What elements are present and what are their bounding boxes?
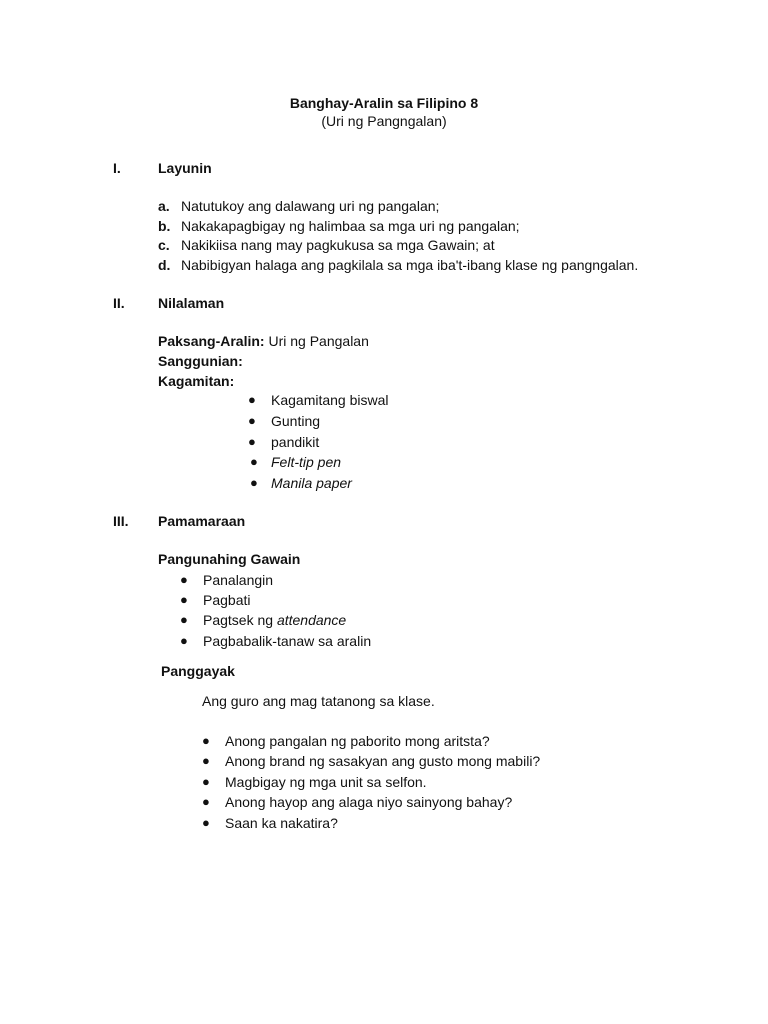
gawain-item-text: Pagtsek ng [203, 612, 277, 628]
section-2-numeral: II. [113, 295, 125, 311]
attendance-word: attendance [276, 612, 347, 628]
section-3-heading: Pamamaraan [158, 513, 246, 529]
paksang-aralin-label: Paksang-Aralin: [158, 333, 265, 349]
pangunahing-gawain-heading: Pangunahing Gawain [158, 551, 301, 567]
kagamitan-item: Manila paper [271, 475, 352, 491]
bullet-icon: ● [202, 815, 210, 830]
bullet-icon: ● [202, 774, 210, 789]
kagamitan-item: Felt-tip pen [271, 454, 342, 470]
objective-text: Nabibigyan halaga ang pagkilala sa mga iba't-ibang klase ng pangngalan. [181, 257, 639, 273]
paksang-aralin-line [158, 332, 369, 350]
question-item: Anong hayop ang alaga niyo sainyong bahay? [225, 794, 513, 810]
paksang-aralin-value: Uri ng Pangalan [264, 333, 369, 349]
question-item: Saan ka nakatira? [225, 815, 338, 831]
question-item: Anong brand ng sasakyan ang gusto mong mabili? [225, 753, 541, 769]
objective-text: Nakikiisa nang may pagkukusa sa mga Gawain; at [181, 237, 495, 253]
panggayak-heading: Panggayak [161, 663, 235, 679]
bullet-icon: ● [202, 794, 210, 809]
question-item: Magbigay ng mga unit sa selfon. [225, 774, 427, 790]
kagamitan-item: pandikit [271, 434, 320, 450]
bullet-icon: ● [180, 572, 188, 587]
section-1-numeral: I. [113, 160, 121, 176]
kagamitan-label: Kagamitan: [158, 373, 235, 389]
document-subtitle: (Uri ng Pangngalan) [321, 113, 447, 129]
gawain-item [203, 611, 346, 629]
bullet-icon: ● [248, 434, 256, 449]
gawain-item: Pagbati [203, 592, 251, 608]
question-item: Anong pangalan ng paborito mong aritsta? [225, 733, 490, 749]
sanggunian-label: Sanggunian: [158, 353, 243, 369]
bullet-icon: ● [250, 454, 258, 469]
objective-letter: d. [158, 257, 171, 273]
panggayak-intro: Ang guro ang mag tatanong sa klase. [202, 693, 435, 709]
bullet-icon: ● [180, 633, 188, 648]
bullet-icon: ● [248, 413, 256, 428]
objective-letter: b. [158, 218, 171, 234]
bullet-icon: ● [202, 733, 210, 748]
section-1-heading: Layunin [158, 160, 212, 176]
gawain-item: Panalangin [203, 572, 274, 588]
document-title: Banghay-Aralin sa Filipino 8 [289, 95, 479, 111]
bullet-icon: ● [202, 753, 210, 768]
section-3-numeral: III. [113, 513, 129, 529]
bullet-icon: ● [248, 392, 256, 407]
bullet-icon: ● [250, 475, 258, 490]
objective-letter: c. [158, 237, 170, 253]
kagamitan-item: Kagamitang biswal [271, 392, 389, 408]
objective-text: Natutukoy ang dalawang uri ng pangalan; [181, 198, 440, 214]
kagamitan-item: Gunting [271, 413, 321, 429]
gawain-item: Pagbabalik-tanaw sa aralin [203, 633, 372, 649]
objective-letter: a. [158, 198, 170, 214]
objective-text: Nakakapagbigay ng halimbaa sa mga uri ng pangalan; [181, 218, 520, 234]
section-2-heading: Nilalaman [158, 295, 225, 311]
bullet-icon: ● [180, 612, 188, 627]
bullet-icon: ● [180, 592, 188, 607]
